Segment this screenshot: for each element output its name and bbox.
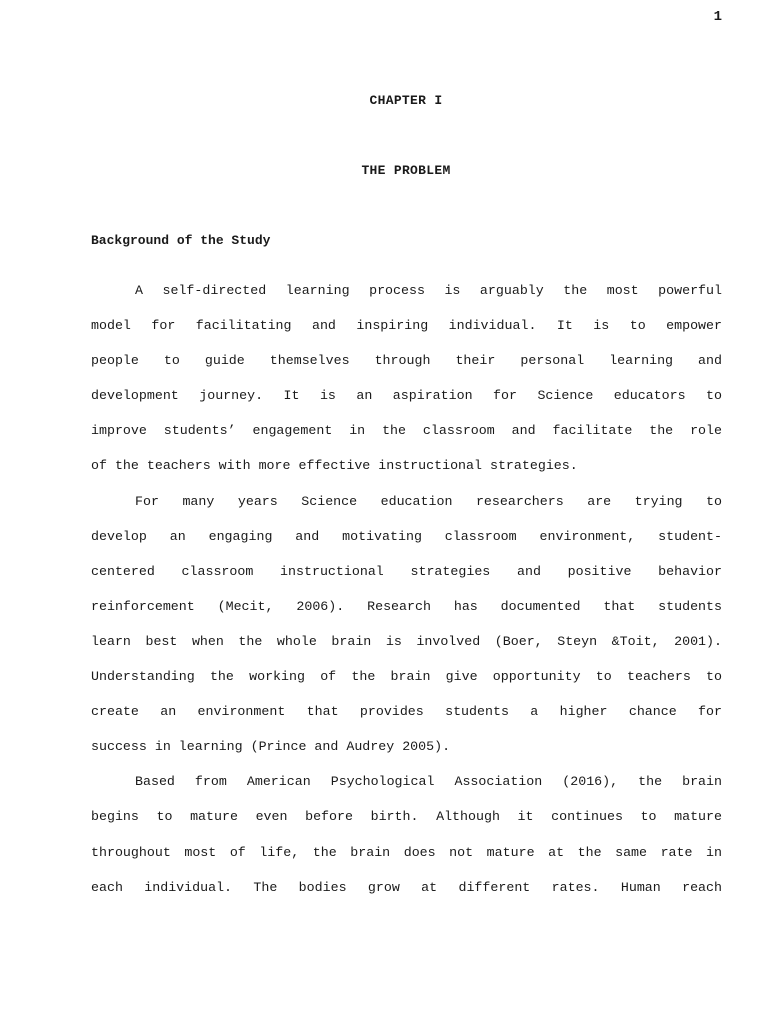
paragraph-3-line-1: Based from American Psychological Association (2016), the brain — [135, 774, 722, 790]
paragraph-3-line-3: throughout most of life, the brain does not mature at the same rate in — [91, 844, 722, 860]
paragraph-2-line-7: create an environment that provides students a higher chance for — [91, 704, 722, 720]
paragraph-1-line-6: of the teachers with more effective instructional strategies. — [91, 458, 578, 474]
chapter-title: THE PROBLEM — [361, 163, 451, 178]
paragraph-3-line-2: begins to mature even before birth. Although it continues to mature — [91, 809, 722, 825]
body-text — [91, 282, 722, 914]
paragraph-2-line-3: centered classroom instructional strategies and positive behavior — [91, 563, 722, 579]
paragraph-2-line-6: Understanding the working of the brain give opportunity to teachers to — [91, 669, 722, 685]
paragraph-2-line-2: develop an engaging and motivating classroom environment, student- — [91, 528, 722, 544]
paragraph-1-line-3: people to guide themselves through their personal learning and — [91, 353, 722, 369]
paragraph-2-line-8: success in learning (Prince and Audrey 2005). — [91, 739, 451, 755]
paragraph-2-line-4: reinforcement (Mecit, 2006). Research has documented that students — [91, 598, 722, 614]
paragraph-1-line-2: model for facilitating and inspiring individual. It is to empower — [91, 318, 722, 334]
paragraph-1-line-4: development journey. It is an aspiration for Science educators to — [91, 388, 722, 404]
paragraph-1-line-5: improve students’ engagement in the classroom and facilitate the role — [91, 423, 722, 439]
paragraph-1-line-1: A self-directed learning process is arguably the most powerful — [135, 283, 722, 298]
chapter-heading: CHAPTER I — [369, 93, 443, 108]
paragraph-3-line-4: each individual. The bodies grow at different rates. Human reach — [91, 879, 722, 895]
section-heading: Background of the Study — [91, 233, 271, 248]
paragraph-2-line-5: learn best when the whole brain is involved (Boer, Steyn &Toit, 2001). — [91, 633, 722, 649]
paragraph-2-line-1: For many years Science education researchers are trying to — [135, 493, 722, 509]
page-number: 1 — [713, 9, 722, 25]
